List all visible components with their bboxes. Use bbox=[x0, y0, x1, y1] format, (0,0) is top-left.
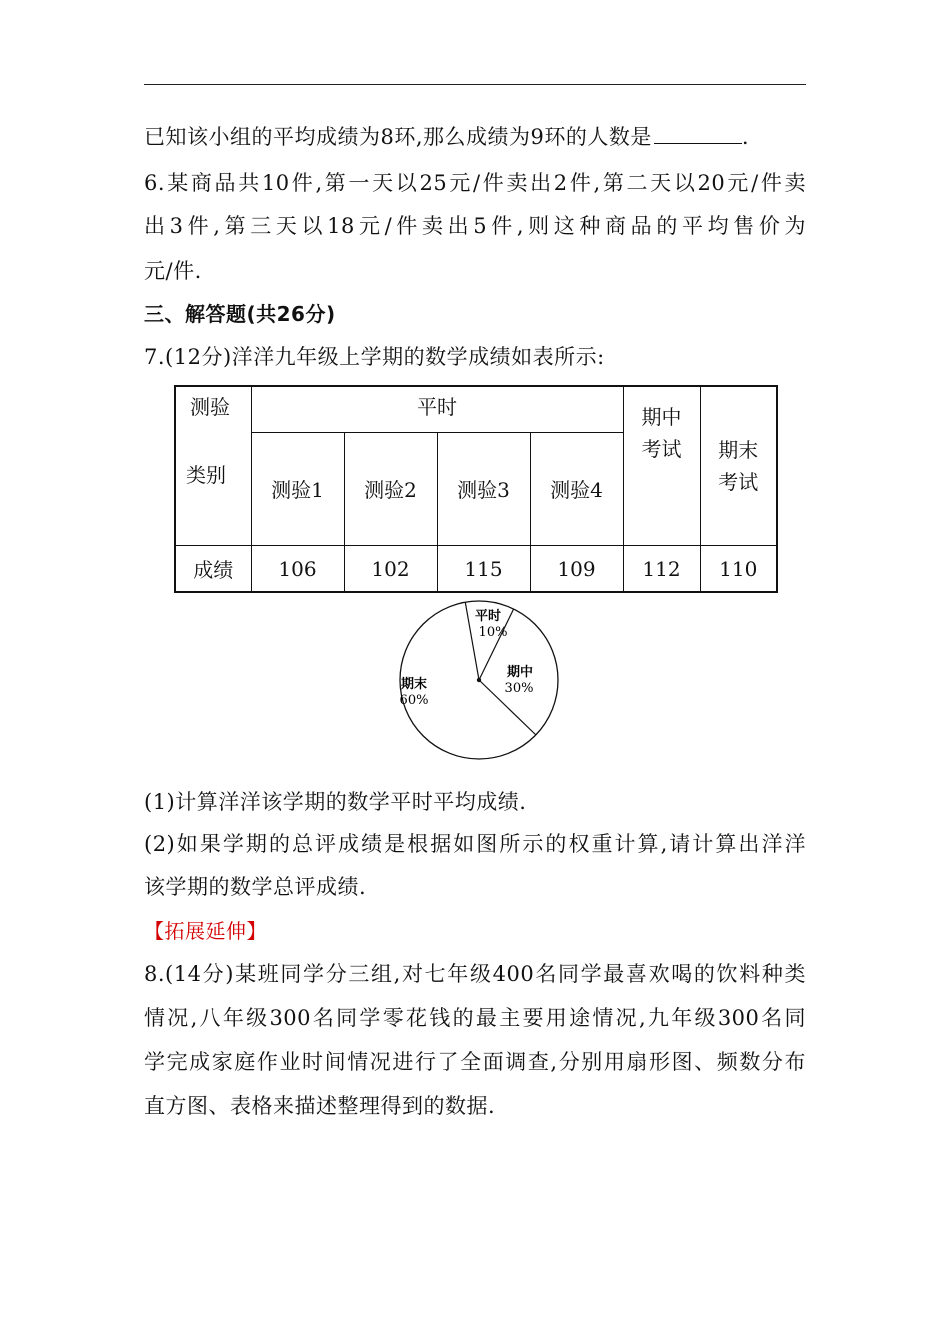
q8-line1: 8.(14分)某班同学分三组,对七年级400名同学最喜欢喝的饮料种类 bbox=[144, 962, 806, 986]
sub-header-test-2: 测验2 bbox=[344, 432, 437, 545]
q8-line3: 学完成家庭作业时间情况进行了全面调查,分别用扇形图、频数分布 bbox=[144, 1050, 806, 1074]
q7-intro: 7.(12分)洋洋九年级上学期的数学成绩如表所示: bbox=[144, 345, 605, 369]
corner-top-label: 测验 bbox=[190, 395, 230, 419]
final-header-line2: 考试 bbox=[718, 470, 759, 495]
extension-heading: 【拓展延伸】 bbox=[144, 919, 267, 943]
score-cell: 112 bbox=[623, 546, 700, 592]
q7-sub1: (1)计算洋洋该学期的数学平时平均成绩. bbox=[144, 790, 527, 814]
pie-slice-label: 期末 bbox=[400, 677, 428, 692]
q6-line3: 元/件. bbox=[144, 259, 202, 283]
final-header bbox=[700, 386, 777, 546]
table-corner-cell bbox=[175, 386, 251, 546]
q7-sub2-line2: 该学期的数学总评成绩. bbox=[144, 875, 367, 899]
q8-line2: 情况,八年级300名同学零花钱的最主要用途情况,九年级300名同 bbox=[144, 1006, 806, 1030]
row-label-score: 成绩 bbox=[175, 546, 251, 592]
q6-line1: 6.某商品共10件,第一天以25元/件卖出2件,第二天以20元/件卖 bbox=[144, 171, 806, 195]
score-cell: 106 bbox=[251, 546, 344, 592]
score-cell: 102 bbox=[344, 546, 437, 592]
section3-heading: 三、解答题(共26分) bbox=[144, 302, 336, 326]
score-table bbox=[174, 385, 778, 593]
q5-tail-text: 已知该小组的平均成绩为8环,那么成绩为9环的人数是 bbox=[144, 125, 652, 149]
weight-pie-chart bbox=[398, 600, 560, 760]
final-header-line1: 期末 bbox=[718, 438, 759, 463]
pie-slice-label: 期中 bbox=[506, 665, 534, 680]
score-cell: 115 bbox=[437, 546, 530, 592]
sub-header-test-1: 测验1 bbox=[251, 432, 344, 545]
midterm-header-line2: 考试 bbox=[641, 437, 682, 461]
header-rule bbox=[144, 84, 806, 85]
q5-tail-end: . bbox=[741, 125, 750, 149]
pie-slice-percent: 60% bbox=[399, 693, 429, 708]
score-cell: 110 bbox=[700, 546, 777, 592]
midterm-header bbox=[623, 386, 700, 546]
q6-line2: 出3件,第三天以18元/件卖出5件,则这种商品的平均售价为 bbox=[144, 214, 806, 238]
pie-slice-label: 平时 bbox=[474, 609, 502, 624]
pie-slice-percent: 30% bbox=[504, 681, 534, 696]
table-row bbox=[175, 546, 777, 592]
group-header-regular: 平时 bbox=[251, 386, 623, 432]
sub-header-test-3: 测验3 bbox=[437, 432, 530, 545]
q8-line4: 直方图、表格来描述整理得到的数据. bbox=[144, 1094, 496, 1118]
q7-sub2-line1: (2)如果学期的总评成绩是根据如图所示的权重计算,请计算出洋洋 bbox=[144, 832, 806, 856]
pie-slice-percent: 10% bbox=[478, 625, 508, 640]
score-cell: 109 bbox=[530, 546, 623, 592]
corner-bottom-label: 类别 bbox=[186, 463, 226, 487]
sub-header-test-4: 测验4 bbox=[530, 432, 623, 545]
answer-blank bbox=[654, 125, 742, 144]
midterm-header-line1: 期中 bbox=[641, 405, 682, 429]
q5-tail-line bbox=[144, 123, 749, 151]
pie-center-dot bbox=[477, 678, 481, 682]
